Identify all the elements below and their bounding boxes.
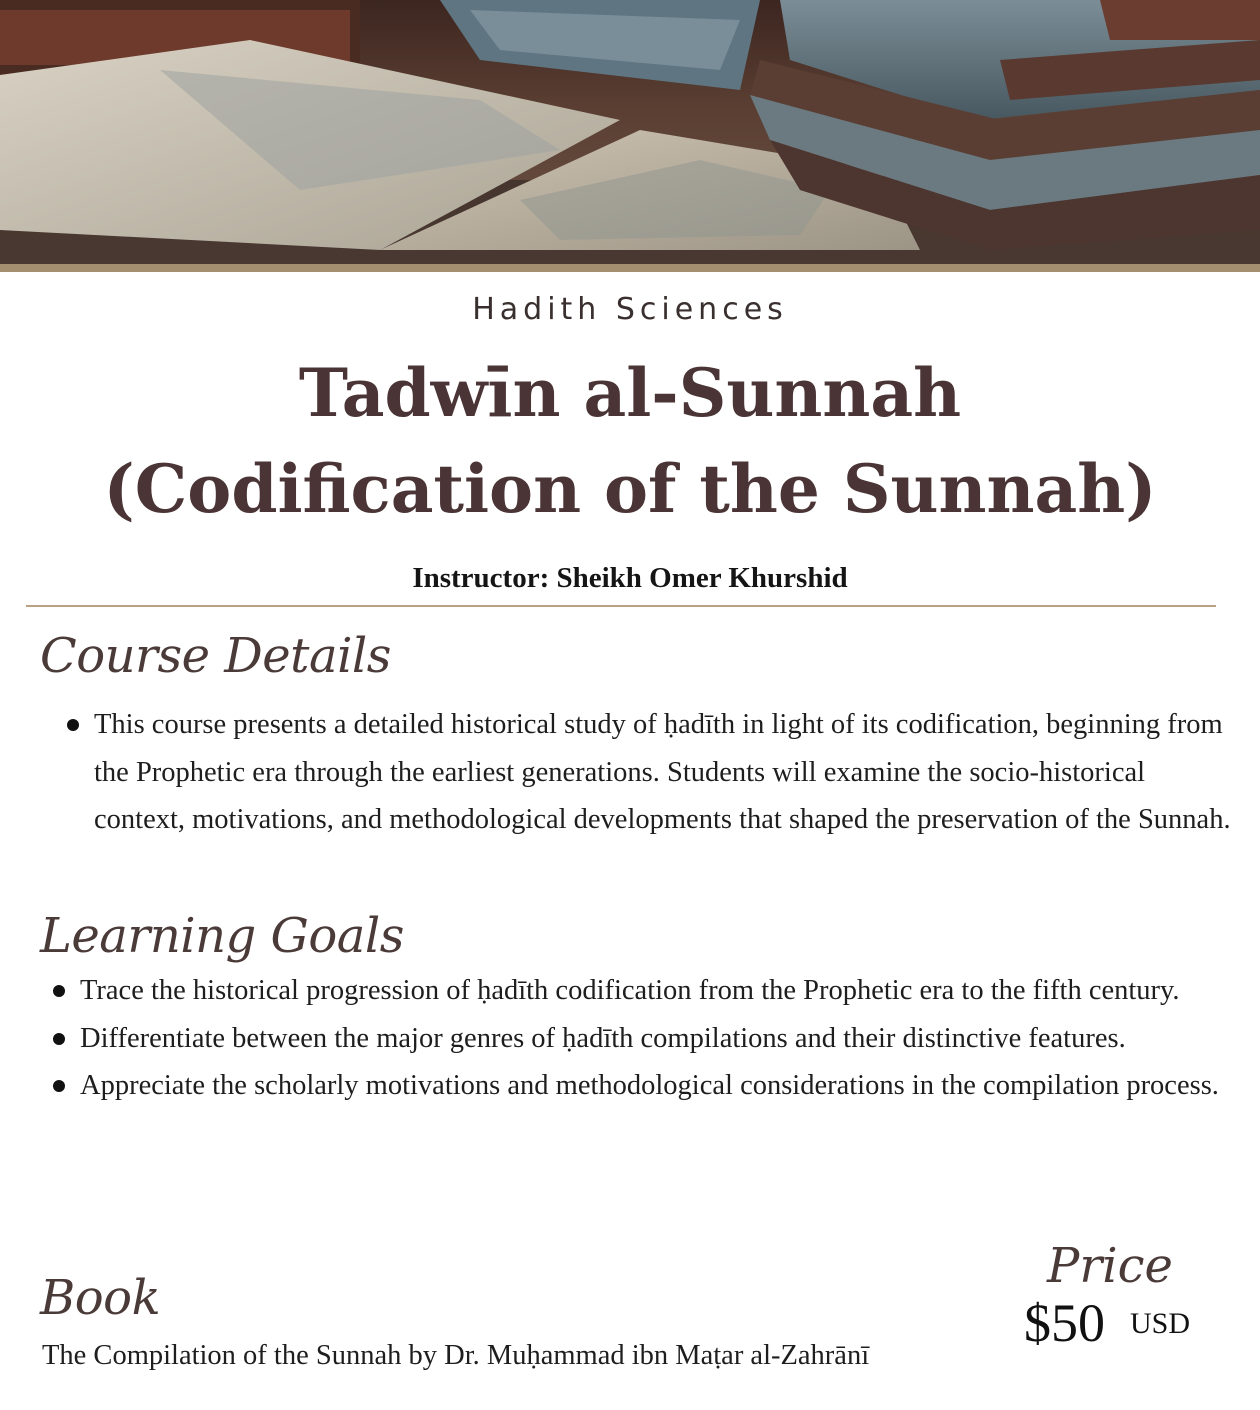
course-details-heading: Course Details <box>40 628 391 684</box>
accent-rule <box>0 264 1260 272</box>
title-line-1: Tadwīn al-Sunnah <box>298 354 962 432</box>
price-amount: $50 <box>1024 1293 1105 1353</box>
list-item: Differentiate between the major genres of ḥadīth compilations and their distinctive features. <box>80 1015 1220 1063</box>
title-line-2: (Codification of the Sunnah) <box>103 450 1157 528</box>
section-divider <box>26 605 1216 607</box>
course-details-list <box>94 701 1234 844</box>
course-title <box>0 345 1260 537</box>
book-title: The Compilation of the Sunnah by Dr. Muḥammad ibn Maṭar al-Zahrānī <box>42 1340 870 1371</box>
learning-goals-list <box>80 967 1220 1110</box>
list-item: This course presents a detailed historical study of ḥadīth in light of its codification, beginning from the Prophetic era through the earliest generations. Students will examine the socio-historical context, motivations, and methodological developments that shaped the preservation of the Sunnah. <box>94 701 1234 844</box>
hero-image <box>0 0 1260 264</box>
learning-goals-heading: Learning Goals <box>40 908 404 964</box>
list-item: Trace the historical progression of ḥadīth codification from the Prophetic era to the fifth century. <box>80 967 1220 1015</box>
instructor-line: Instructor: Sheikh Omer Khurshid <box>412 562 848 594</box>
list-item: Appreciate the scholarly motivations and methodological considerations in the compilation process. <box>80 1062 1220 1110</box>
price-currency: USD <box>1130 1307 1191 1340</box>
book-heading: Book <box>40 1270 161 1326</box>
price-heading: Price <box>1047 1238 1173 1294</box>
course-category: Hadith Sciences <box>472 292 788 327</box>
